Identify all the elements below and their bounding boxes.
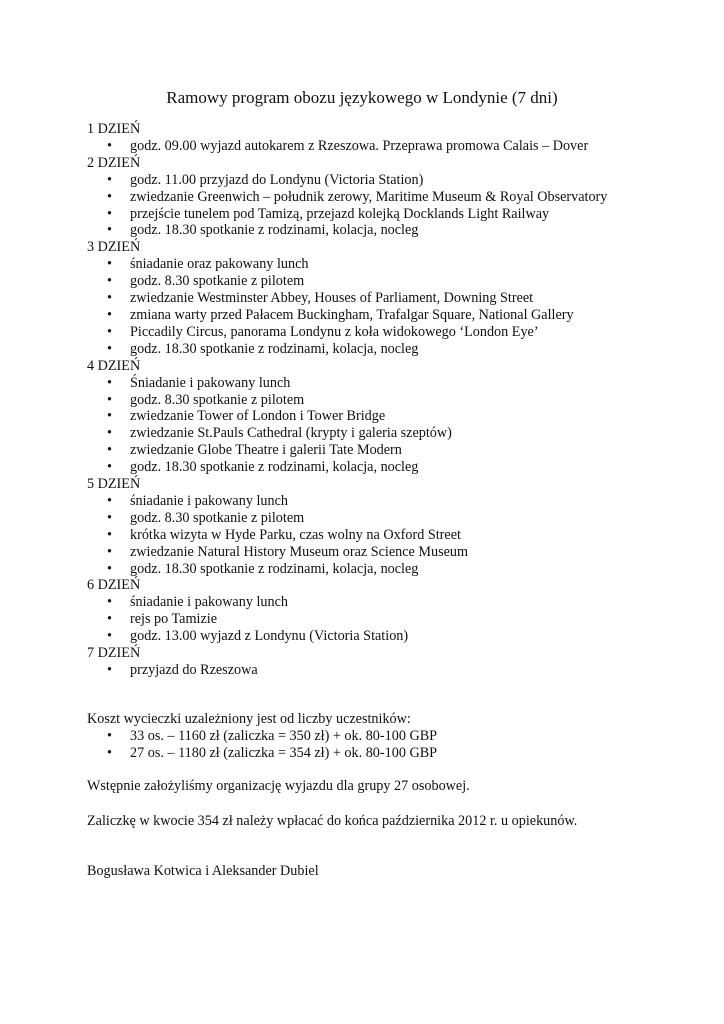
day-heading: 1 DZIEŃ [87, 121, 141, 137]
list-item-text: godz. 8.30 spotkanie z pilotem [130, 273, 305, 290]
day-items [87, 256, 707, 357]
list-item [87, 544, 707, 561]
list-item [87, 628, 707, 645]
cost-items [87, 728, 707, 762]
list-item-text: przejście tunelem pod Tamizą, przejazd kolejką Docklands Light Railway [130, 205, 550, 222]
deposit-note: Zaliczkę w kwocie 354 zł należy wpłacać do końca października 2012 r. u opiekunów. [87, 813, 578, 829]
bullet-icon: • [107, 340, 112, 357]
bullet-icon: • [107, 727, 112, 744]
list-item [87, 273, 707, 290]
bullet-icon: • [107, 492, 112, 509]
day-items [87, 662, 707, 679]
signature: Bogusława Kotwica i Aleksander Dubiel [87, 863, 319, 879]
list-item-text: zwiedzanie Westminster Abbey, Houses of Parliament, Downing Street [130, 290, 534, 307]
bullet-icon: • [107, 459, 112, 476]
bullet-icon: • [107, 205, 112, 222]
list-item-text: śniadanie i pakowany lunch [130, 492, 288, 509]
list-item-text: śniadanie i pakowany lunch [130, 594, 288, 611]
bullet-icon: • [107, 526, 112, 543]
day-items [87, 594, 707, 645]
day-heading: 2 DZIEŃ [87, 154, 141, 171]
bullet-icon: • [107, 543, 112, 560]
day-section [87, 239, 707, 357]
list-item [87, 728, 707, 745]
bullet-icon: • [107, 662, 112, 678]
day-section [87, 121, 707, 155]
group-note: Wstępnie założyliśmy organizację wyjazdu dla grupy 27 osobowej. [87, 778, 470, 794]
day-heading: 3 DZIEŃ [87, 239, 141, 256]
list-item [87, 408, 707, 425]
list-item-text: zwiedzanie Globe Theatre i galerii Tate Modern [130, 442, 402, 459]
cost-heading: Koszt wycieczki uzależniony jest od liczby uczestników: [87, 711, 411, 727]
list-item-text: śniadanie oraz pakowany lunch [130, 256, 309, 273]
list-item [87, 442, 707, 459]
day-heading: 4 DZIEŃ [87, 357, 141, 374]
bullet-icon: • [107, 306, 112, 323]
bullet-icon: • [107, 509, 112, 526]
day-section [87, 358, 707, 476]
day-items [87, 493, 707, 578]
list-item-text: zwiedzanie St.Pauls Cathedral (krypty i galeria szeptów) [130, 425, 452, 442]
list-item-text: zwiedzanie Greenwich – południk zerowy, Maritime Museum & Royal Observatory [130, 188, 608, 205]
list-item [87, 561, 707, 578]
bullet-icon: • [107, 560, 112, 577]
list-item-text: krótka wizyta w Hyde Parku, czas wolny na Oxford Street [130, 526, 461, 543]
bullet-icon: • [107, 137, 112, 154]
day-section [87, 476, 707, 577]
bullet-icon: • [107, 256, 112, 273]
bullet-icon: • [107, 594, 112, 611]
list-item-text: 33 os. – 1160 zł (zaliczka = 350 zł) + ok. 80-100 GBP [130, 727, 438, 744]
list-item-text: godz. 18.30 spotkanie z rodzinami, kolacja, nocleg [130, 340, 419, 357]
list-item-text: godz. 18.30 spotkanie z rodzinami, kolacja, nocleg [130, 459, 419, 476]
list-item-text: Śniadanie i pakowany lunch [130, 374, 291, 391]
bullet-icon: • [107, 290, 112, 307]
cost-section [87, 711, 707, 762]
day-items [87, 138, 707, 155]
list-item-text: zwiedzanie Tower of London i Tower Bridge [130, 408, 386, 425]
bullet-icon: • [107, 171, 112, 188]
list-item [87, 256, 707, 273]
bullet-icon: • [107, 323, 112, 340]
list-item-text: godz. 13.00 wyjazd z Londynu (Victoria Station) [130, 628, 409, 645]
list-item [87, 459, 707, 476]
day-section [87, 155, 707, 240]
list-item-text: godz. 11.00 przyjazd do Londynu (Victoria Station) [130, 171, 424, 188]
list-item-text: godz. 18.30 spotkanie z rodzinami, kolacja, nocleg [130, 222, 419, 239]
list-item [87, 493, 707, 510]
list-item [87, 290, 707, 307]
list-item [87, 222, 707, 239]
list-item [87, 341, 707, 358]
list-item [87, 611, 707, 628]
day-heading: 7 DZIEŃ [87, 645, 141, 662]
day-heading: 6 DZIEŃ [87, 577, 141, 594]
day-items [87, 375, 707, 476]
bullet-icon: • [107, 425, 112, 442]
list-item-text: przyjazd do Rzeszowa [130, 662, 258, 678]
list-item-text: godz. 8.30 spotkanie z pilotem [130, 509, 305, 526]
list-item [87, 745, 707, 762]
list-item-text: Piccadily Circus, panorama Londynu z koła widokowego ‘London Eye’ [130, 323, 539, 340]
list-item-text: rejs po Tamizie [130, 611, 217, 628]
list-item-text: zwiedzanie Natural History Museum oraz Science Museum [130, 543, 469, 560]
bullet-icon: • [107, 744, 112, 761]
bullet-icon: • [107, 442, 112, 459]
list-item [87, 324, 707, 341]
day-heading: 5 DZIEŃ [87, 476, 141, 493]
document-title: Ramowy program obozu językowego w Londynie (7 dni) [166, 88, 558, 107]
list-item [87, 425, 707, 442]
day-section [87, 645, 707, 679]
list-item [87, 206, 707, 223]
bullet-icon: • [107, 628, 112, 645]
list-item-text: zmiana warty przed Pałacem Buckingham, Trafalgar Square, National Gallery [130, 306, 574, 323]
list-item [87, 375, 707, 392]
list-item [87, 307, 707, 324]
list-item [87, 392, 707, 409]
bullet-icon: • [107, 391, 112, 408]
program-list [87, 121, 707, 679]
list-item [87, 189, 707, 206]
bullet-icon: • [107, 611, 112, 628]
bullet-icon: • [107, 374, 112, 391]
bullet-icon: • [107, 222, 112, 239]
list-item-text: godz. 8.30 spotkanie z pilotem [130, 391, 305, 408]
list-item [87, 662, 707, 679]
day-section [87, 577, 707, 645]
list-item [87, 527, 707, 544]
bullet-icon: • [107, 273, 112, 290]
list-item-text: godz. 18.30 spotkanie z rodzinami, kolacja, nocleg [130, 560, 419, 577]
bullet-icon: • [107, 188, 112, 205]
list-item [87, 510, 707, 527]
bullet-icon: • [107, 408, 112, 425]
list-item [87, 138, 707, 155]
list-item [87, 172, 707, 189]
list-item-text: godz. 09.00 wyjazd autokarem z Rzeszowa. Przeprawa promowa Calais – Dover [130, 137, 589, 154]
day-items [87, 172, 707, 240]
list-item [87, 594, 707, 611]
list-item-text: 27 os. – 1180 zł (zaliczka = 354 zł) + ok. 80-100 GBP [130, 744, 438, 761]
